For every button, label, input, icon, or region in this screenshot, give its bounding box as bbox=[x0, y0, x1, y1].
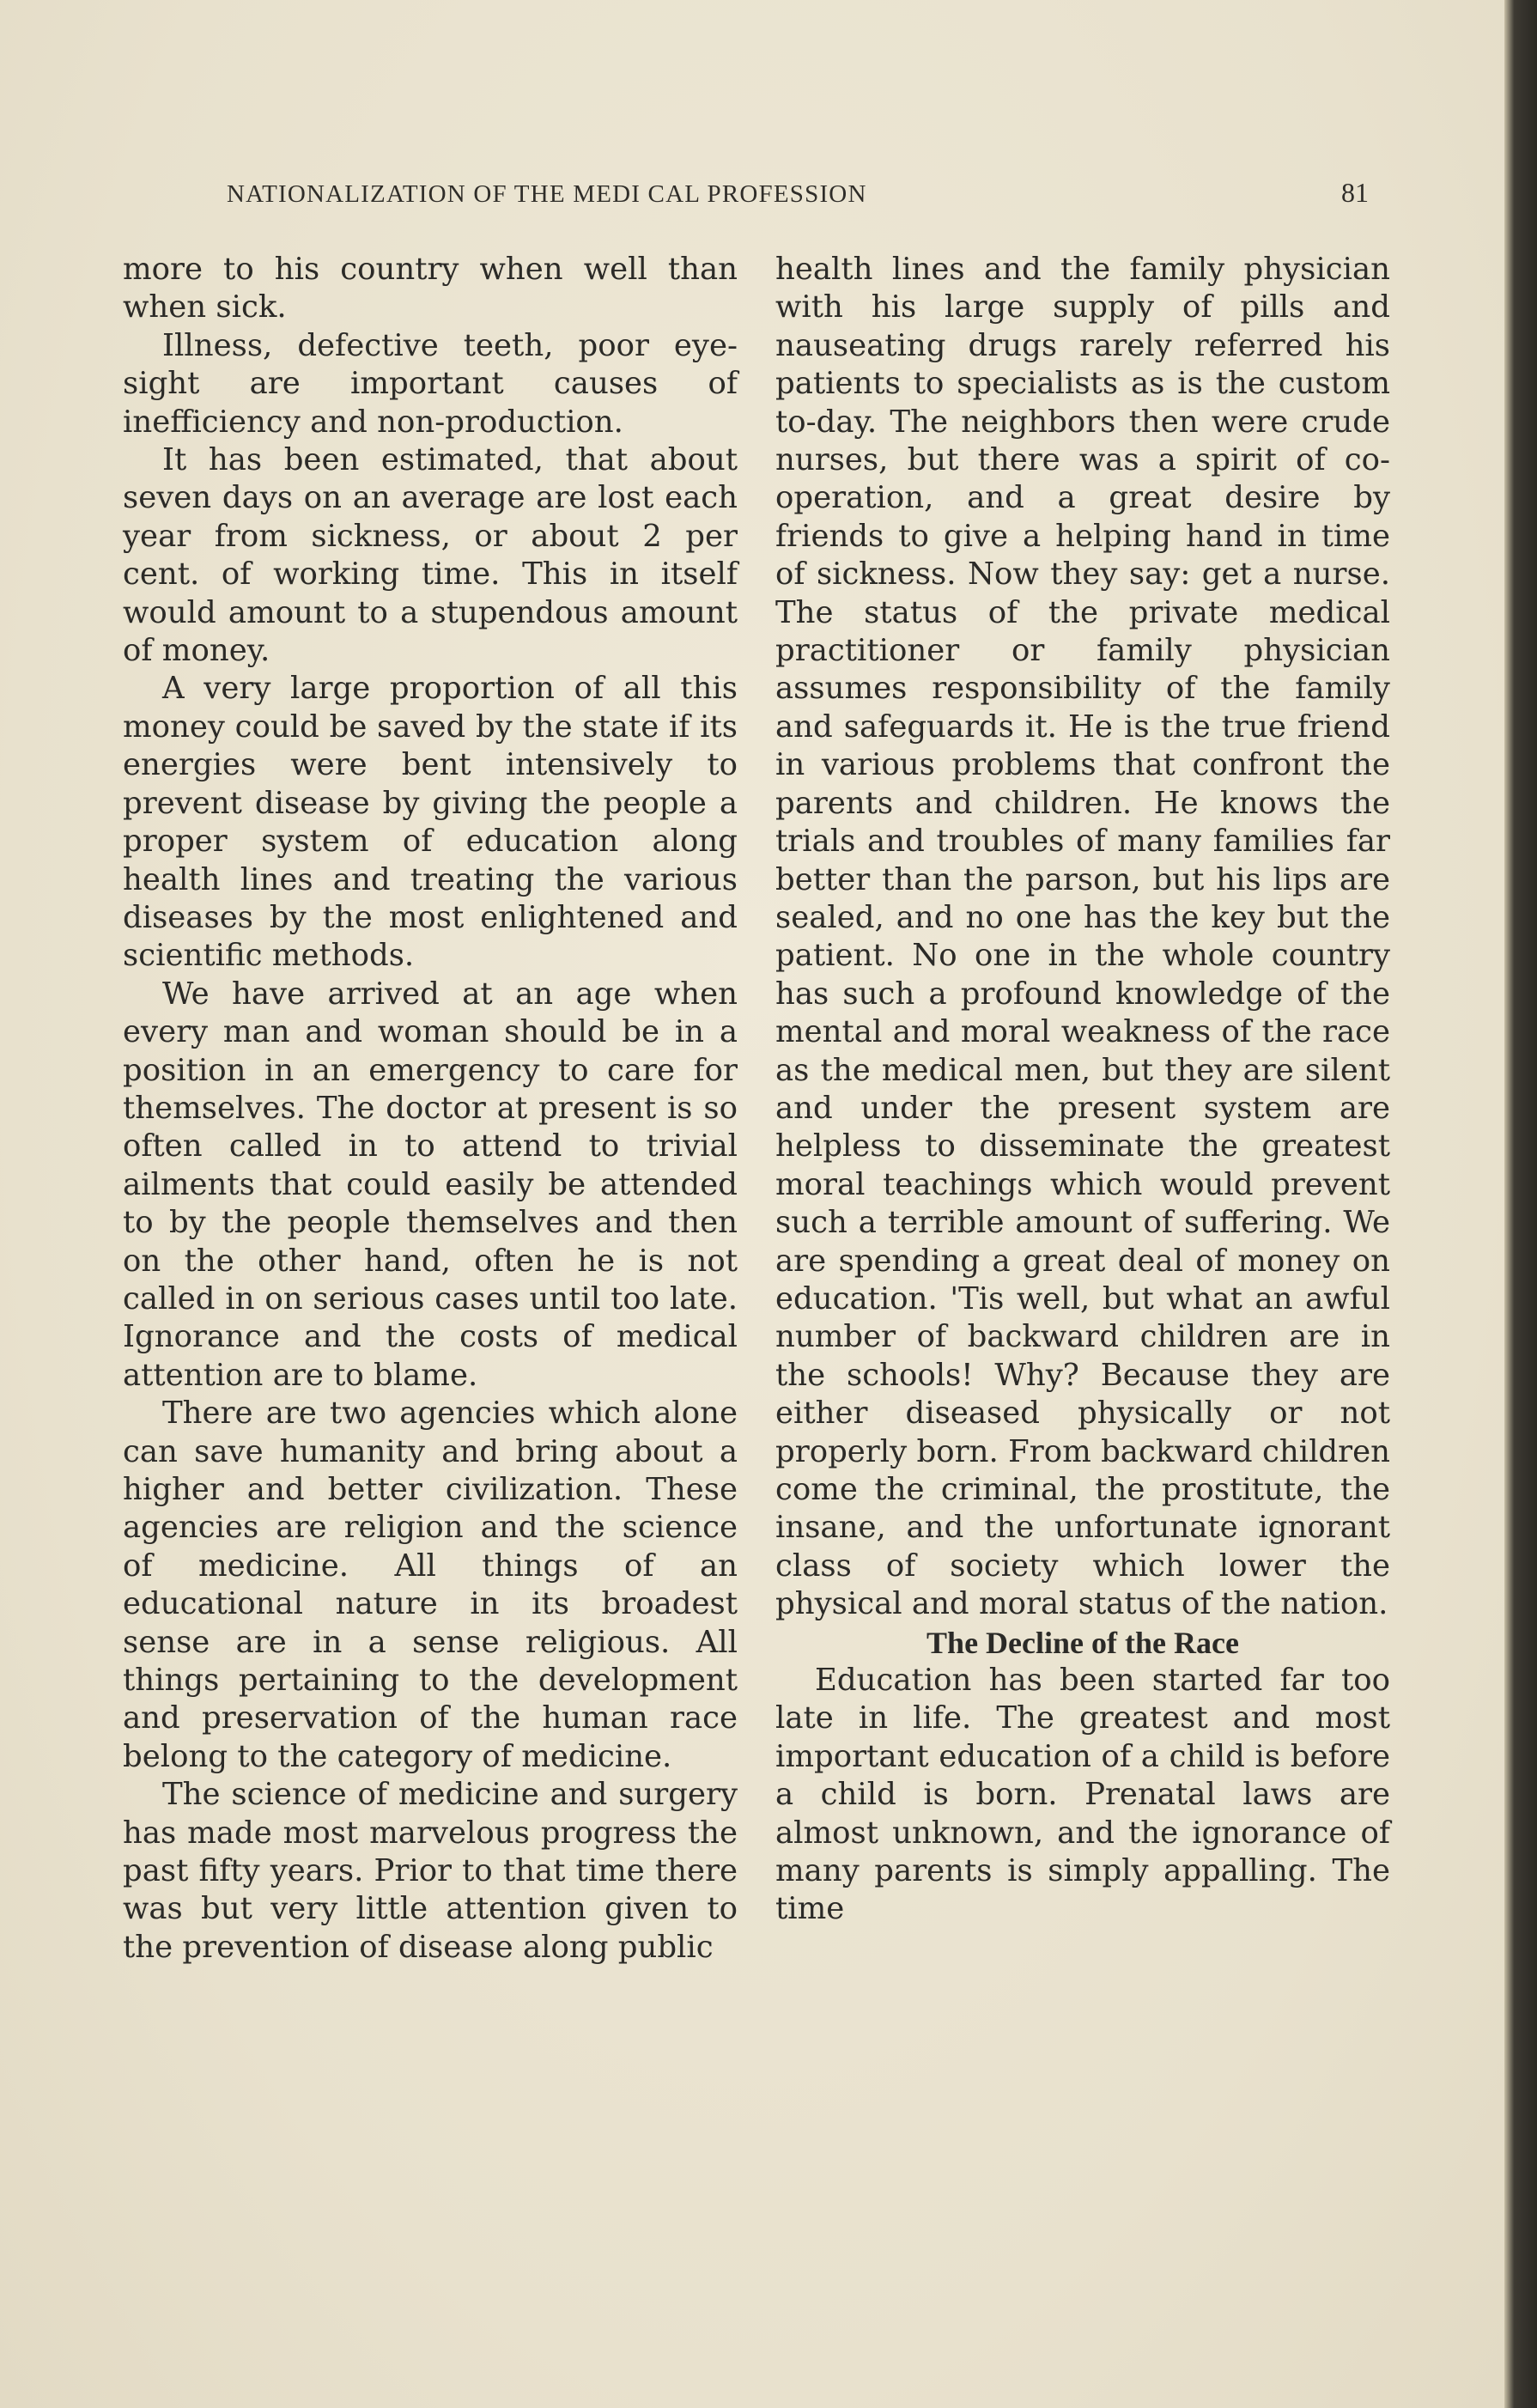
left-column bbox=[123, 251, 738, 1967]
paragraph: health lines and the family physician with his large supply of pills and nauseating drugs rarely referred his patients to specialists as is the custom to-day. The neighbors then were crude nurses, but there was a spirit of co-operation, and a great desire by friends to give a helping hand in time of sickness. Now they say: get a nurse. The status of the private medical practitioner or family physician assumes responsibility of the family and safeguards it. He is the true friend in various problems that confront the parents and children. He knows the trials and troubles of many families far better than the parson, but his lips are sealed, and no one has the key but the patient. No one in the whole country has such a profound knowledge of the mental and moral weakness of the race as the medical men, but they are silent and under the present system are helpless to disseminate the greatest moral teachings which would prevent such a terrible amount of suffering. We are spending a great deal of money on education. 'Tis well, but what an awful number of backward children are in the schools! Why? Because they are either diseased physically or not properly born. From backward children come the criminal, the prostitute, the insane, and the unfortunate ignorant class of society which lower the physical and moral status of the nation. bbox=[775, 252, 1390, 1622]
paragraph: There are two agencies which alone can save humanity and bring about a higher and better civilization. These agencies are religion and the science of medicine. All things of an educational nature in its broadest sense are in a sense religious. All things pertaining to the development and preservation of the human race belong to the category of medicine. bbox=[123, 1396, 738, 1774]
right-column bbox=[775, 251, 1390, 1929]
running-title: NATIONALIZATION OF THE MEDI CAL PROFESSION bbox=[227, 180, 867, 208]
section-heading: The Decline of the Race bbox=[926, 1625, 1239, 1660]
paragraph: more to his country when well than when sick. bbox=[123, 252, 738, 325]
paragraph: The science of medicine and surgery has made most marvelous progress the past fifty years. Prior to that time there was but very little attention given to the prevention of disease along public bbox=[123, 1777, 738, 1965]
running-head bbox=[227, 177, 1369, 215]
paragraph: Education has been started far too late in life. The greatest and most important education of a child is before a child is born. Prenatal laws are almost unknown, and the ignorance of many parents is simply appalling. The time bbox=[775, 1663, 1390, 1927]
page-edge bbox=[1504, 0, 1537, 2408]
page-number: 81 bbox=[1341, 177, 1369, 208]
paragraph: A very large proportion of all this money could be saved by the state if its energies were bent intensively to prevent disease by giving the people a proper system of education along health lines and treating the various diseases by the most enlightened and scientific methods. bbox=[123, 671, 738, 974]
paragraph: It has been estimated, that about seven days on an average are lost each year from sickness, or about 2 per cent. of working time. This in itself would amount to a stupendous amount of money. bbox=[123, 442, 738, 669]
paragraph: We have arrived at an age when every man and woman should be in a position in an emergency to care for themselves. The doctor at present is so often called in to attend to trivial ailments that could easily be attended to by the people themselves and then on the other hand, often he is not called in on serious cases until too late. Ignorance and the costs of medical attention are to blame. bbox=[123, 976, 738, 1393]
paragraph: Illness, defective teeth, poor eye-sight are important causes of inefficiency and non-production. bbox=[123, 327, 738, 440]
